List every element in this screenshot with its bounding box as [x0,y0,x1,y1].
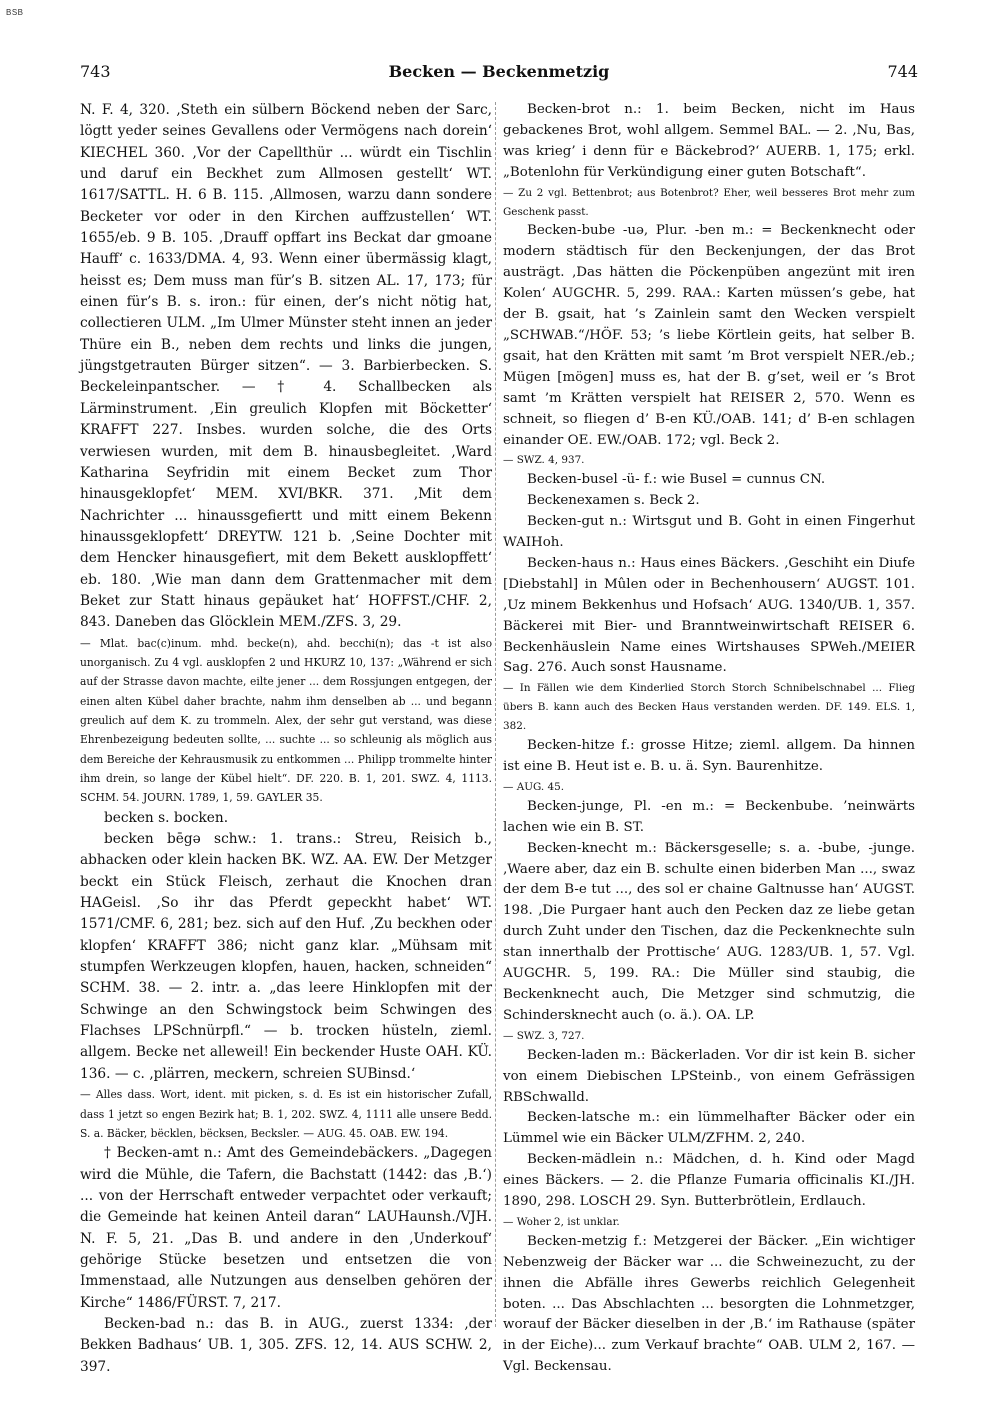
etymology-note: — Alles dass. Wort, ident. mit picken, s. d. Es ist ein historischer Zufall, dass 1 jetzt so engen Bezirk hat; B. 1, 202. SWZ. 4, 1111 alle unsere Bedd. S. a. Bäcker, bëcklen, bëcksen, Becksler. — AUG. 45. OAB. EW. 194. [80,1088,492,1140]
dictionary-entry: † Becken-amt n.: Amt des Gemeindebäckers. „Dagegen wird die Mühle, die Tafern, die Bachstatt (1442: das ‚B.‘) ... von der Herrschaft entweder verpachtet oder verkauft; die Gemeinde hat keinen Anteil daran“ LAUHaunsh./VJH. N. F. 5, 21. „Das B. und andere in den ‚Underkouf‘ gehörige Stücke besetzen und entsetzen die von Immenstaad, alle Nutzungen aus denselben gehören der Kirche“ 1486/FÜRST. 7, 217. [80,1145,492,1311]
dictionary-entry: Becken-knecht m.: Bäckersgeselle; s. a. -bube, -junge. ‚Waere aber, daz ein B. schulte einen biderben Man ..., swaz der dem B-e tut ..., des sol er chaine Galtnusse han‘ AUGST. 198. ‚Die Purgaer hant auch den Pecken daz ze liebe getan durch Zuht under den Tischen, daz die Peckenknechte suln stan innerthalb der Prottische‘ AUG. 1283/UB. 1, 57. Vgl. AUGCHR. 5, 199. RA.: Die Müller sind staubig, die Beckenknecht auch, Die Metzger sind schmutzig, die Schindersknecht auch (o. ä.). OA. LP. [503,840,915,1023]
dictionary-entry: Becken-metzig f.: Metzgerei der Bäcker. „Ein wichtiger Nebenzweig der Bäcker war ... die Schweinezucht, zu der ihnen die Abfälle ihres Gewerbs reichlich Gelegenheit boten. ... Das Abschlachten ... besorgten die Lohnmetzger, worauf der Bäcker dieselben in der ‚B.‘ im Rathause (später in der Eiche)... zum Verkauf brachte“ OAB. ULM 2, 167. — Vgl. Beckensau. [503,1233,915,1375]
dictionary-entry: Becken-gut n.: Wirtsgut und B. Goht in einen Fingerhut WAIHoh. [503,514,915,551]
right-column [503,100,915,1378]
etymology-note: — In Fällen wie dem Kinderlied Storch Storch Schnibelschnabel ... Flieg übers B. kann auch des Becken Haus verstanden werden. DF. 149. ELS. 1, 382. [503,682,915,733]
dictionary-entry: Becken-mädlein n.: Mädchen, d. h. Kind oder Magd eines Bäckers. — 2. die Pflanze Fumaria officinalis KI./JH. 1890, 298. LOSCH 29. Syn. Butterbrötlein, Erdlauch. [503,1152,915,1210]
left-column [80,100,492,1378]
running-title: Becken — Beckenmetzig [388,62,610,81]
etymology-note: — Woher 2, ist unklar. [503,1215,620,1228]
dictionary-entry: becken s. bocken. [104,809,229,826]
dictionary-entry: Becken-haus n.: Haus eines Bäckers. ‚Geschiht ein Diufe [Diebstahl] in Mûlen oder in Bechenhousern‘ AUGST. 101. ‚Uz minem Bekkenhus und Hofsach‘ AUG. 1340/UB. 1, 357. Bäckerei mit Bier- und Branntweinwirtschaft REISER 6. Beckenhäuslein Name eines Wirtshauses SPWeh./MEIER Sag. 276. Auch sonst Hausname. [503,555,915,676]
etymology-note: — Mlat. bac(c)inum. mhd. becke(n), ahd. becchi(n); das -t ist also unorganisch. Zu 4 vgl. ausklopfen 2 und HKURZ 10, 137: „Während er sich auf der Strasse davon machte, eilte jener ... dem Rossjungen entgegen, der einen alten Kübel daher brachte, nahm ihm denselben ab ... und begann greulich auf dem K. zu trommeln. Alex, der sehr gut verstand, was diese Ehrenbezeigung bedeuten sollte, ... suchte ... so schleunig als möglich aus dem Bereiche der Kehrausmusik zu entkommen ... Philipp trommelte hinter ihm drein, so lange der Kübel hielt“. DF. 220. B. 1, 201. SWZ. 4, 1113. SCHM. 54. JOURN. 1789, 1, 59. GAYLER 35. [80,636,492,805]
dictionary-entry: Becken-latsche m.: ein lümmelhafter Bäcker oder ein Lümmel wie ein Bäcker ULM/ZFHM. 2, 240. [503,1110,915,1147]
dictionary-entry: Becken-bad n.: das B. in AUG., zuerst 1334: ‚der Bekken Badhaus‘ UB. 1, 305. ZFS. 12, 14. AUS SCHW. 2, 397. [80,1315,492,1375]
dictionary-entry: Beckenexamen s. Beck 2. [527,493,700,509]
page-header [80,62,918,86]
dictionary-entry: Becken-junge, Pl. -en m.: = Beckenbube. ’neinwärts lachen wie ein B. ST. [503,798,915,835]
library-stamp: BSB [6,8,24,17]
dictionary-entry: Becken-brot n.: 1. beim Becken, nicht im Haus gebackenes Brot, wohl allgem. Semmel BAL. — 2. ‚Nu, Bas, was krieg’ i denn für e Bäckebrod?‘ AUERB. 1, 175; erkl. „Botenlohn für Verkündigung einer guten Botschaft“. [503,102,915,180]
dictionary-entry: N. F. 4, 320. ‚Steth ein sülbern Böckend neben der Sarc, lögtt yeder seines Gevallens oder Vermögens nach dorein‘ KIECHEL 360. ‚Vor der Capellthür ... würdt ein Tischlin und daruf ein Beckhet zum Allmosen gestellt‘ WT. 1617/SATTL. H. 6 B. 115. ‚Allmosen, warzu dann sondere Becketer vor oder in den Kirchen auffzustellen‘ WT. 1655/eb. 9 B. 105. ‚Drauff opffart ins Beckat dar gmoane Hauff‘ c. 1633/DMA. 4, 93. Wenn einer übermässig klagt, heisst es; Dem muss man für’s B. sitzen AL. 17, 173; für einen für’s B. s. iron.: für einen, der’s nicht nötig hat, collectieren ULM. „Im Ulmer Münster steht innen an jeder Thüre ein B., neben dem rechts und links die jungen, jüngstgetrauten Bürger sitzen“. — 3. Barbierbecken. S. Beckeleinpantscher. — † 4. Schallbecken als Lärminstrument. ‚Ein greulich Klopfen mit Böcketter‘ KRAFFT 227. Insbes. wurden solche, die des Orts verwiesen wurden, mit dem B. hinausbegleitet. ‚Ward Katharina Seyfridin mit einem Becket zum Thor hinausgeklopfet‘ MEM. XVI/BKR. 371. ‚Mit dem Nachrichter ... hinaussgefiertt und mitt einem Bekenn hinaussgeklopfett‘ DREYTW. 121 b. ‚Seine Dochter mit dem Hencker hinausgefiert, mit dem Bekett ausklopffett‘ eb. 180. ‚Wie man dann dem Grattenmacher mit dem Beket zur Statt hinaus gepäuket hat‘ HOFFST./CHF. 2, 843. Daneben das Glöcklein MEM./ZFS. 3, 29. [80,102,492,631]
dictionary-entry: Becken-busel -ü- f.: wie Busel = cunnus CN. [527,472,826,488]
etymology-note: — AUG. 45. [503,780,565,793]
page-number-left: 743 [80,62,111,81]
dictionary-entry: Becken-laden m.: Bäckerladen. Vor dir ist kein B. sicher von einem Diebischen LPSteinb., von einem Gefrässigen RBSchwalld. [503,1047,915,1105]
column-divider [495,102,496,1327]
dictionary-entry: Becken-bube -uə, Plur. -ben m.: = Beckenknecht oder modern städtisch für den Beckenjungen, der das Brot austrägt. ‚Das hätten die Pöckenpüben angezünt mit iren Kolen‘ AUGCHR. 5, 299. RAA.: Karten müssen’s gebe, hat der B. gsait, hat ’s Zainlein samt den Wecken verspielt „SCHWAB.“/HÖF. 53; ’s liebe Körtlein geits, hat selber B. gsait, hat den Krätten mit samt ’m Brot verspielt NER./eb.; Mügen [mögen] muss es, hat der B. g’set, weil er ’s Brot samt ’m Krätten verspielt hat REISER 2, 570. Wenn es schneit, so fliegen d’ B-en KÜ./OAB. 141; d’ B-en schlagen einander OE. EW./OAB. 172; vgl. Beck 2. [503,223,915,448]
etymology-note: — SWZ. 3, 727. [503,1029,585,1042]
dictionary-entry: becken bēgə schw.: 1. trans.: Streu, Reisich b., abhacken oder klein hacken BK. WZ. AA. EW. Der Metzger beckt ein Stück Fleisch, zerhaut die Knochen dran HAGeisl. ‚So ihr das Pferdt gepeckht habet‘ WT. 1571/CMF. 6, 281; bez. sich auf den Huf. ‚Zu beckhen oder klopfen‘ KRAFFT 386; nicht ganz klar. „Mühsam mit stumpfen Werkzeugen klopfen, hauen, hacken, schneiden“ SCHM. 38. — 2. intr. a. „das leere Hinklopfen mit der Schwinge an den Schwingstock beim Schwingen des Flachses LPSchnürpfl.“ — b. trocken hüsteln, zieml. allgem. Becke net alleweil! Ein beckender Huste OAH. KÜ. 136. — c. ‚plärren, meckern, schreien SUBinsd.‘ [80,831,492,1082]
etymology-note: — Zu 2 vgl. Bettenbrot; aus Botenbrot? Eher, weil besseres Brot mehr zum Geschenk passt. [503,186,915,218]
etymology-note: — SWZ. 4, 937. [503,454,585,467]
page-number-right: 744 [887,62,918,81]
dictionary-entry: Becken-hitze f.: grosse Hitze; zieml. allgem. Da hinnen ist eine B. Heut ist e. B. u. ä. Syn. Baurenhitze. [503,738,915,774]
